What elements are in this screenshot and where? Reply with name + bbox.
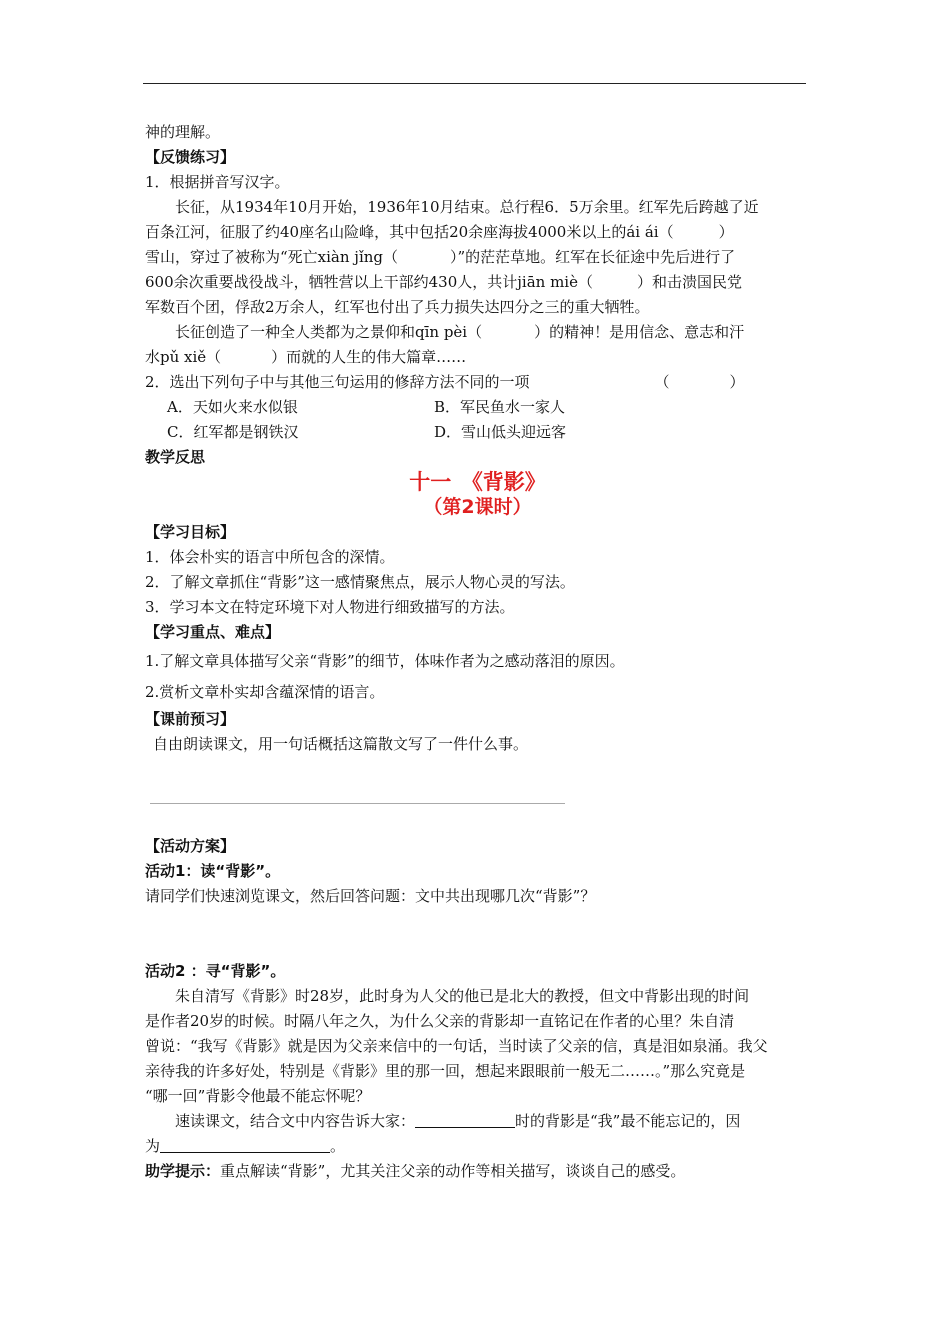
passage-text: 长征创造了一种全人类都为之景仰和qīn pèi（ [175, 323, 483, 341]
activities-heading: 【活动方案】 [145, 837, 236, 855]
passage-line: 军数百个团，俘敌2万余人，红军也付出了兵力损失达四分之三的重大牺牲。 [145, 298, 650, 316]
activity-2-line: 曾说：“我写《背影》就是因为父亲来信中的一句话，当时读了父亲的信，真是泪如泉涌。我父 [145, 1037, 768, 1055]
question-1-title: 1．根据拼音写汉字。 [145, 173, 290, 191]
passage-line [145, 220, 810, 245]
goals-heading: 【学习目标】 [145, 523, 236, 541]
hint-line [145, 1159, 810, 1184]
lesson-subtitle: （第2课时） [423, 496, 532, 518]
passage-text: ）而就的人生的伟大篇章…… [271, 348, 467, 366]
activity-2-title: 活动2 ：寻“背影”。 [145, 962, 286, 980]
top-fragment: 神的理解。 [145, 123, 221, 141]
hint-label: 助学提示： [145, 1162, 221, 1180]
activity-2-line: “哪一回”背影令他最不能忘怀呢？ [145, 1087, 371, 1105]
passage-line [145, 270, 810, 295]
fill-in-text: 为 [145, 1137, 161, 1155]
fill-in-text: 。 [330, 1137, 346, 1155]
goal-item: 2．了解文章抓住“背影”这一感情聚焦点，展示人物心灵的写法。 [145, 573, 575, 591]
header-rule [143, 83, 806, 84]
option-b[interactable]: B．军民鱼水一家人 [434, 398, 566, 416]
question-2-text: 2．选出下列句子中与其他三句运用的修辞方法不同的一项 [145, 373, 530, 391]
passage-text: ）的精神！是用信念、意志和汗 [534, 323, 745, 341]
passage-text: ）”的茫茫草地。红军在长征途中先后进行了 [450, 248, 736, 266]
hint-text: 重点解读“背影”，尤其关注父亲的动作等相关描写，谈谈自己的感受。 [220, 1162, 686, 1180]
fill-in-text: 时的背影是“我”最不能忘记的，因 [515, 1112, 741, 1130]
keypoint-item: 1.了解文章具体描写父亲“背影”的细节，体味作者为之感动落泪的原因。 [145, 652, 625, 670]
passage-text: 雪山，穿过了被称为“死亡xiàn jǐng（ [145, 248, 399, 266]
passage-text: ）和击溃国民党 [636, 273, 742, 291]
keypoints-heading: 【学习重点、难点】 [145, 623, 281, 641]
question-2-answer-paren[interactable]: （ ） [654, 373, 745, 391]
option-c[interactable]: C．红军都是钢铁汉 [167, 423, 299, 441]
lesson-title: 十一 《背影》 [409, 470, 546, 494]
question-2-title [145, 370, 810, 395]
activity-2-line: 是作者20岁的时候。时隔八年之久，为什么父亲的背影却一直铭记在作者的心里？朱自清 [145, 1012, 735, 1030]
passage-text: 水pǔ xiě（ [145, 348, 222, 366]
goal-item: 3．学习本文在特定环境下对人物进行细致描写的方法。 [145, 598, 515, 616]
passage-line [145, 345, 810, 370]
fill-in-line [145, 1109, 810, 1134]
passage-line [145, 320, 810, 345]
passage-text: 百条江河，征服了约40座名山险峰，其中包括20余座海拔4000米以上的ái ái（ [145, 223, 674, 241]
preview-text: 自由朗读课文，用一句话概括这篇散文写了一件什么事。 [153, 735, 529, 753]
activity-1-text: 请同学们快速浏览课文，然后回答问题：文中共出现哪几次“背影”？ [145, 887, 596, 905]
preview-heading: 【课前预习】 [145, 710, 236, 728]
activity-2-line: 朱自清写《背影》时28岁，此时身为人父的他已是北大的教授，但文中背影出现的时间 [175, 987, 750, 1005]
fill-in-blank[interactable] [160, 1135, 330, 1153]
fill-in-text: 速读课文，结合文中内容告诉大家： [175, 1112, 416, 1130]
activity-1-title: 活动1：读“背影”。 [145, 862, 281, 880]
activity-2-line: 亲待我的许多好处，特别是《背影》里的那一回，想起来跟眼前一般无二……。”那么究竟是 [145, 1062, 746, 1080]
options-row [145, 420, 810, 445]
keypoint-item: 2.赏析文章朴实却含蕴深情的语言。 [145, 683, 385, 701]
passage-text: 600余次重要战役战斗，牺牲营以上干部约430人，共计jiān miè（ [145, 273, 593, 291]
fill-in-line [145, 1134, 810, 1159]
teaching-reflection: 教学反思 [145, 448, 206, 466]
passage-text: ） [718, 223, 734, 241]
option-d[interactable]: D．雪山低头迎远客 [434, 423, 567, 441]
fill-in-blank[interactable] [415, 1110, 515, 1128]
passage-line: 长征，从1934年10月开始，1936年10月结束。总行程6．5万余里。红军先后跨越了近 [175, 198, 759, 216]
options-row [145, 395, 810, 420]
feedback-heading: 【反馈练习】 [145, 148, 236, 166]
document-page [145, 120, 810, 1184]
goal-item: 1．体会朴实的语言中所包含的深情。 [145, 548, 395, 566]
passage-line [145, 245, 810, 270]
option-a[interactable]: A．天如火来水似银 [167, 398, 298, 416]
